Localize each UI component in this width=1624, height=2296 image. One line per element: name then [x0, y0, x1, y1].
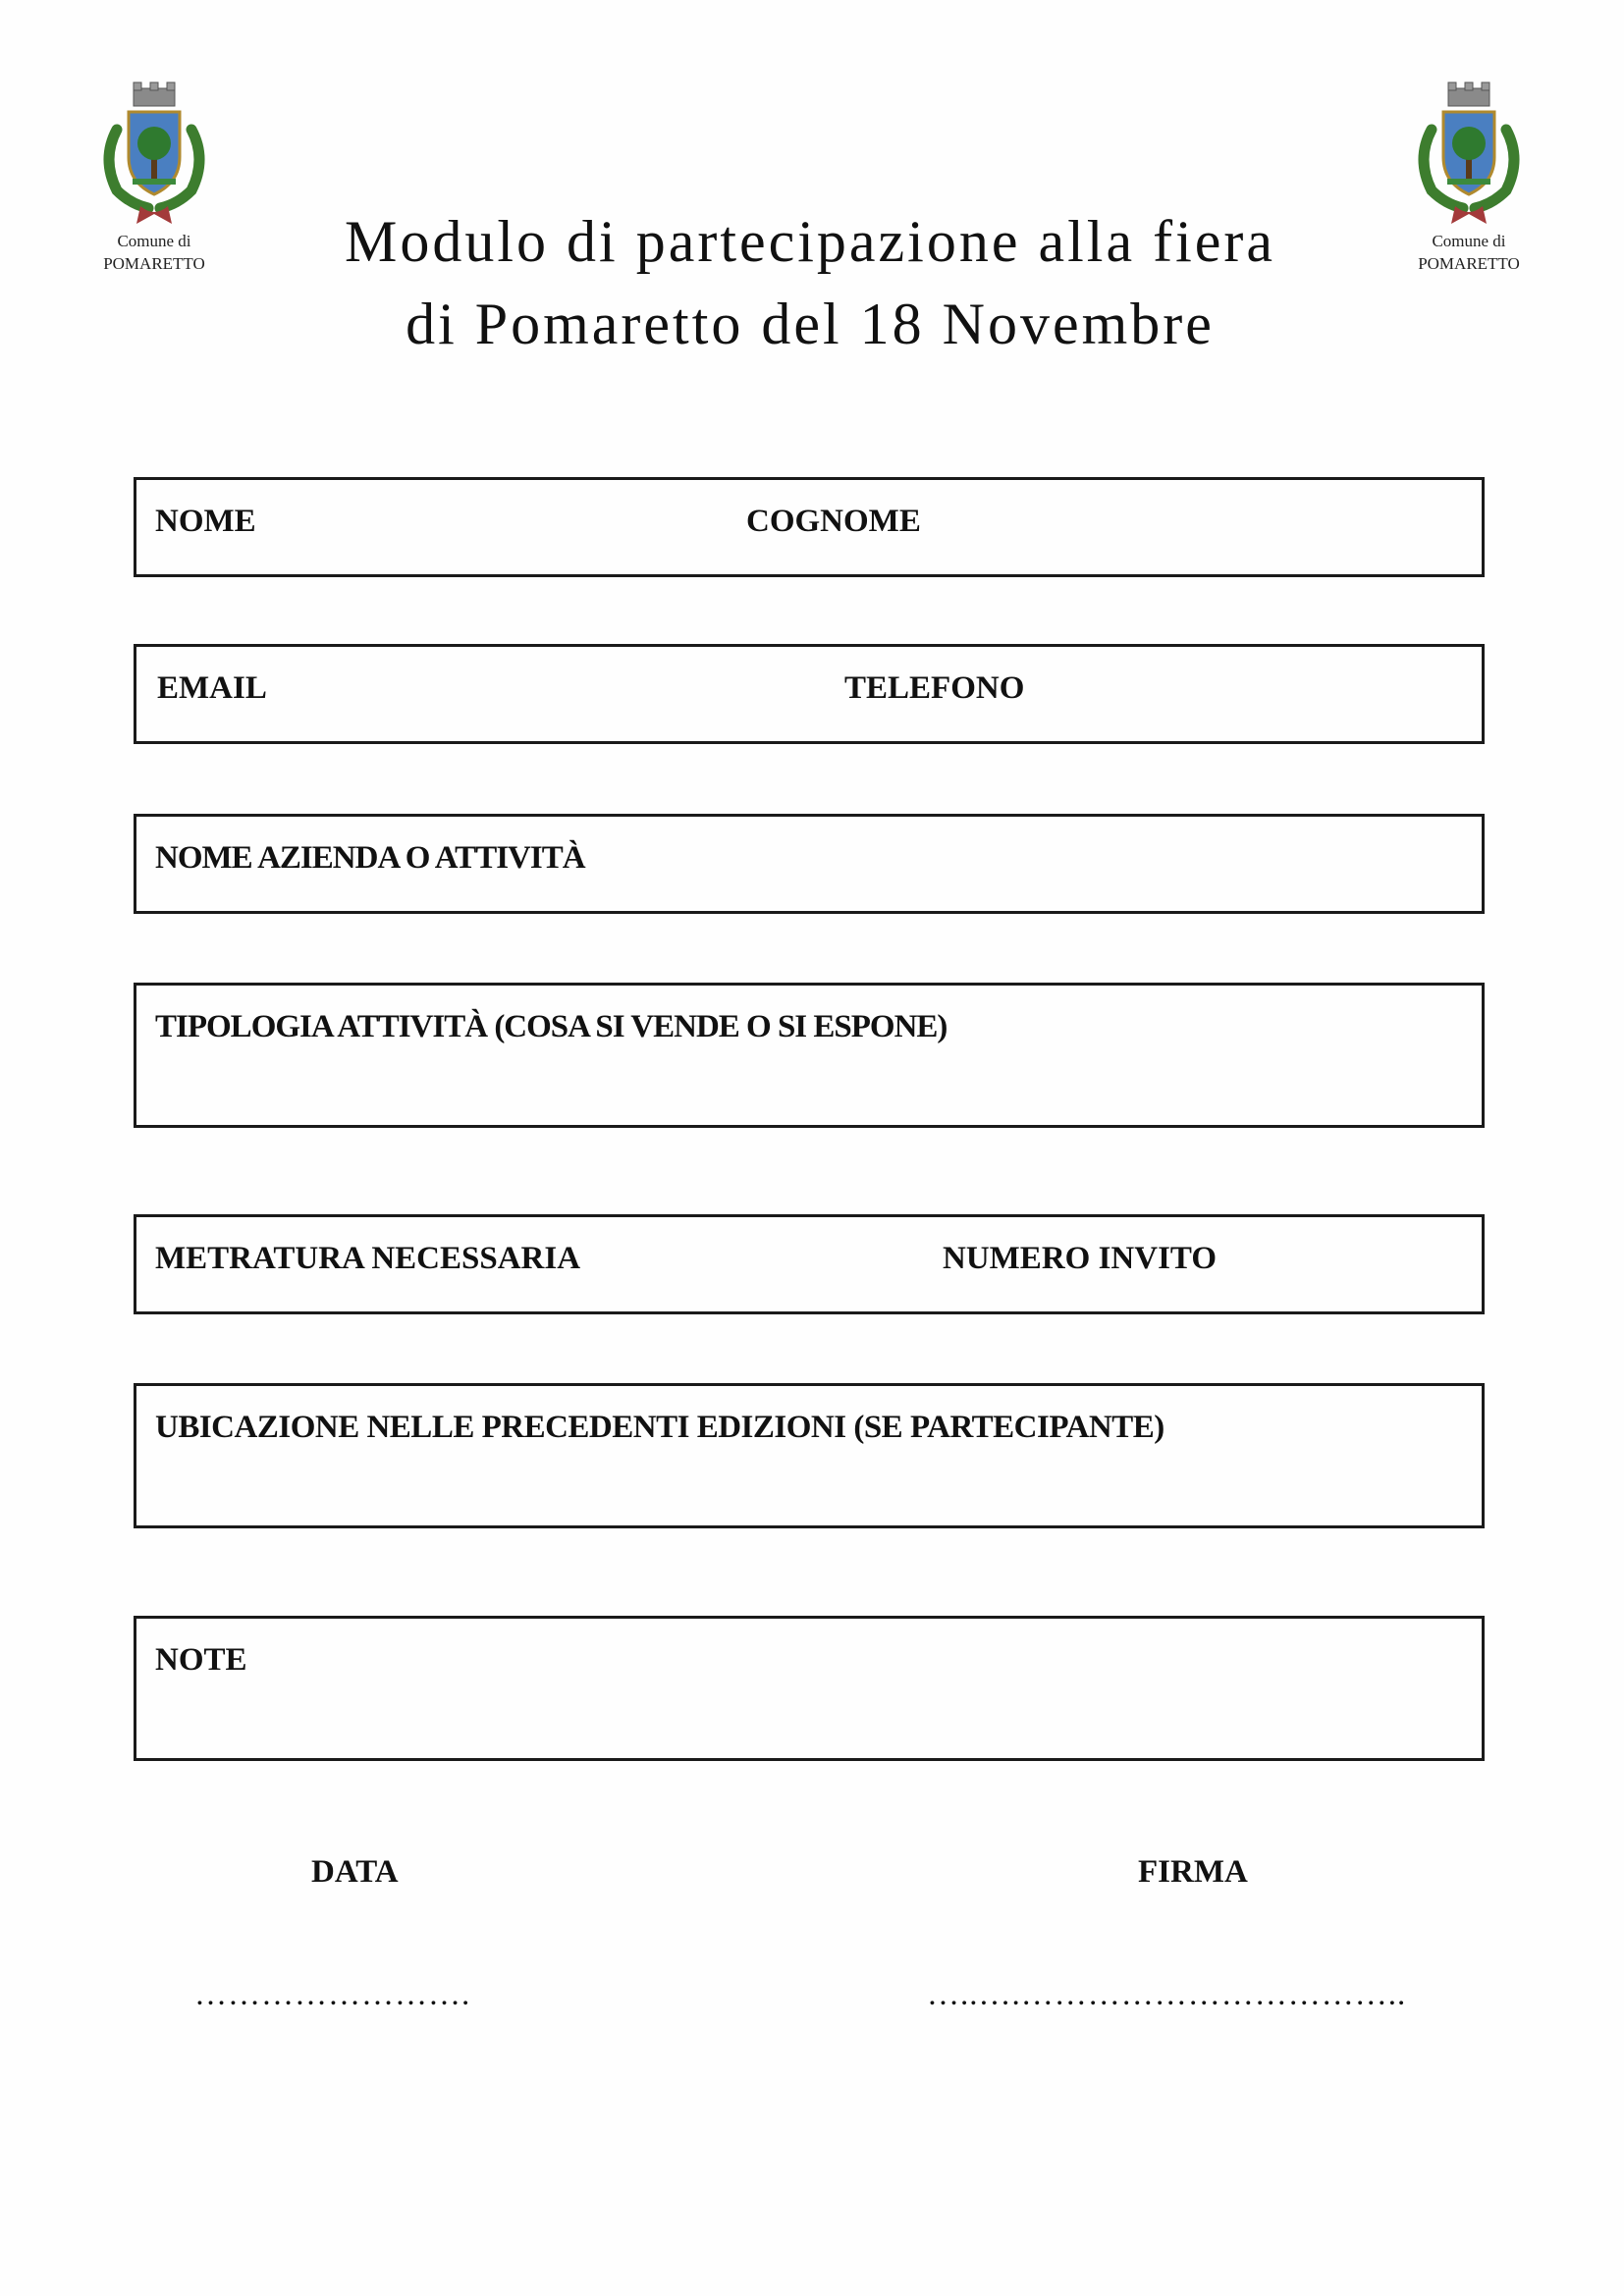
data-signature-line: ……………………. — [194, 1977, 471, 2012]
crest-caption-line1: Comune di — [1432, 232, 1506, 250]
invito-label: NUMERO INVITO — [943, 1241, 1218, 1276]
email-label: EMAIL — [157, 670, 267, 706]
firma-signature-line: …..….…………………………….. — [927, 1977, 1407, 2012]
ubicazione-label: UBICAZIONE NELLE PRECEDENTI EDIZIONI (SE PARTECIPANTE) — [155, 1410, 1164, 1445]
page-title — [226, 200, 1394, 365]
title-line2: di Pomaretto del 18 Novembre — [406, 292, 1215, 356]
crest-caption-line1: Comune di — [117, 232, 191, 250]
title-line1: Modulo di partecipazione alla fiera — [345, 209, 1275, 274]
field-row-nome-cognome — [134, 477, 1485, 577]
telefono-label: TELEFONO — [844, 670, 1025, 706]
crest-right — [1410, 80, 1528, 273]
tipologia-label: TIPOLOGIA ATTIVITÀ (COSA SI VENDE O SI ESPONE) — [155, 1009, 947, 1044]
crest-caption-line2: POMARETTO — [1418, 254, 1520, 273]
nome-label: NOME — [155, 504, 256, 539]
field-row-azienda — [134, 814, 1485, 914]
data-label: DATA — [311, 1854, 399, 1890]
cognome-label: COGNOME — [746, 504, 921, 539]
coat-of-arms-icon — [1412, 80, 1526, 228]
field-row-tipologia — [134, 983, 1485, 1128]
coat-of-arms-icon — [97, 80, 211, 228]
field-row-email-telefono — [134, 644, 1485, 744]
crest-left — [95, 80, 213, 273]
field-row-metratura-invito — [134, 1214, 1485, 1314]
crest-caption-line2: POMARETTO — [103, 254, 205, 273]
field-row-note — [134, 1616, 1485, 1761]
firma-label: FIRMA — [1138, 1854, 1248, 1890]
metratura-label: METRATURA NECESSARIA — [155, 1241, 581, 1276]
field-row-ubicazione — [134, 1383, 1485, 1528]
azienda-label: NOME AZIENDA O ATTIVITÀ — [155, 840, 585, 876]
note-label: NOTE — [155, 1642, 247, 1678]
